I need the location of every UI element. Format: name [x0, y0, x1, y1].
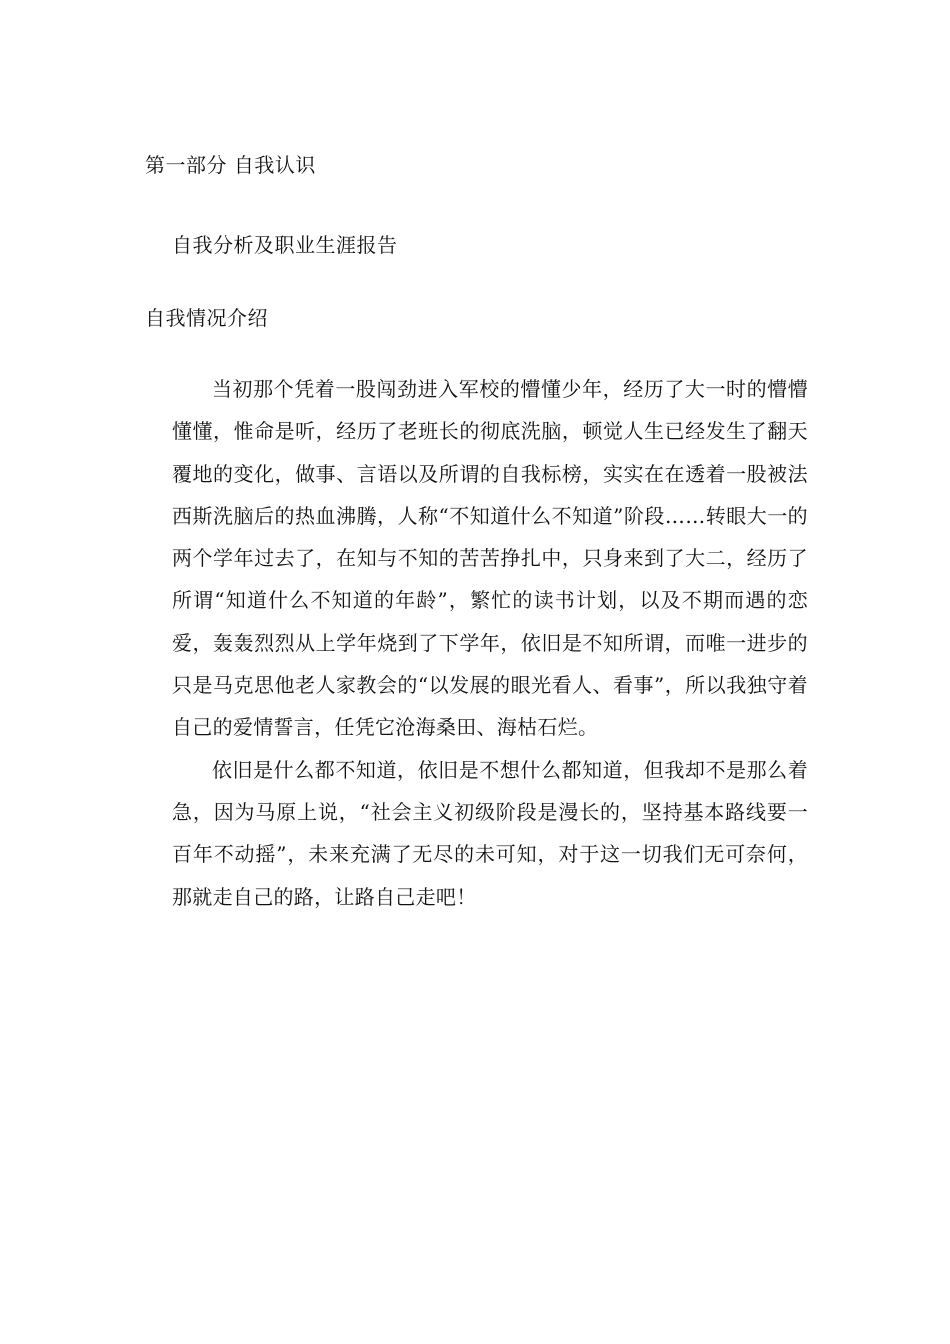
paragraph-1: 当初那个凭着一股闯劲进入军校的懵懂少年，经历了大一时的懵懵懂懂，惟命是听，经历了老班长的彻底洗脑，顿觉人生已经发生了翻天覆地的变化，做事、言语以及所谓的自我标榜，实实在在透着一股被法西斯洗脑后的热血沸腾，人称“不知道什么不知道”阶段……转眼大一的两个学年过去了，在知与不知的苦苦挣扎中，只身来到了大二，经历了所谓“知道什么不知道的年龄”，繁忙的读书计划，以及不期而遇的恋爱，轰轰烈烈从上学年烧到了下学年，依旧是不知所谓，而唯一进步的只是马克思他老人家教会的“以发展的眼光看人、看事”，所以我独守着自己的爱情誓言，任凭它沧海桑田、海枯石烂。 — [172, 377, 808, 740]
section-title: 自我情况介绍 — [145, 306, 268, 330]
paragraph-2: 依旧是什么都不知道，依旧是不想什么都知道，但我却不是那么着急，因为马原上说，“社会主义初级阶段是漫长的，坚持基本路线要一百年不动摇”，未来充满了无尽的未可知，对于这一切我们无可奈何，那就走自己的路，让路自己走吧！ — [172, 757, 808, 909]
report-title: 自我分析及职业生涯报告 — [172, 233, 398, 257]
body-text — [172, 368, 808, 918]
part-title: 第一部分 自我认识 — [145, 153, 316, 177]
